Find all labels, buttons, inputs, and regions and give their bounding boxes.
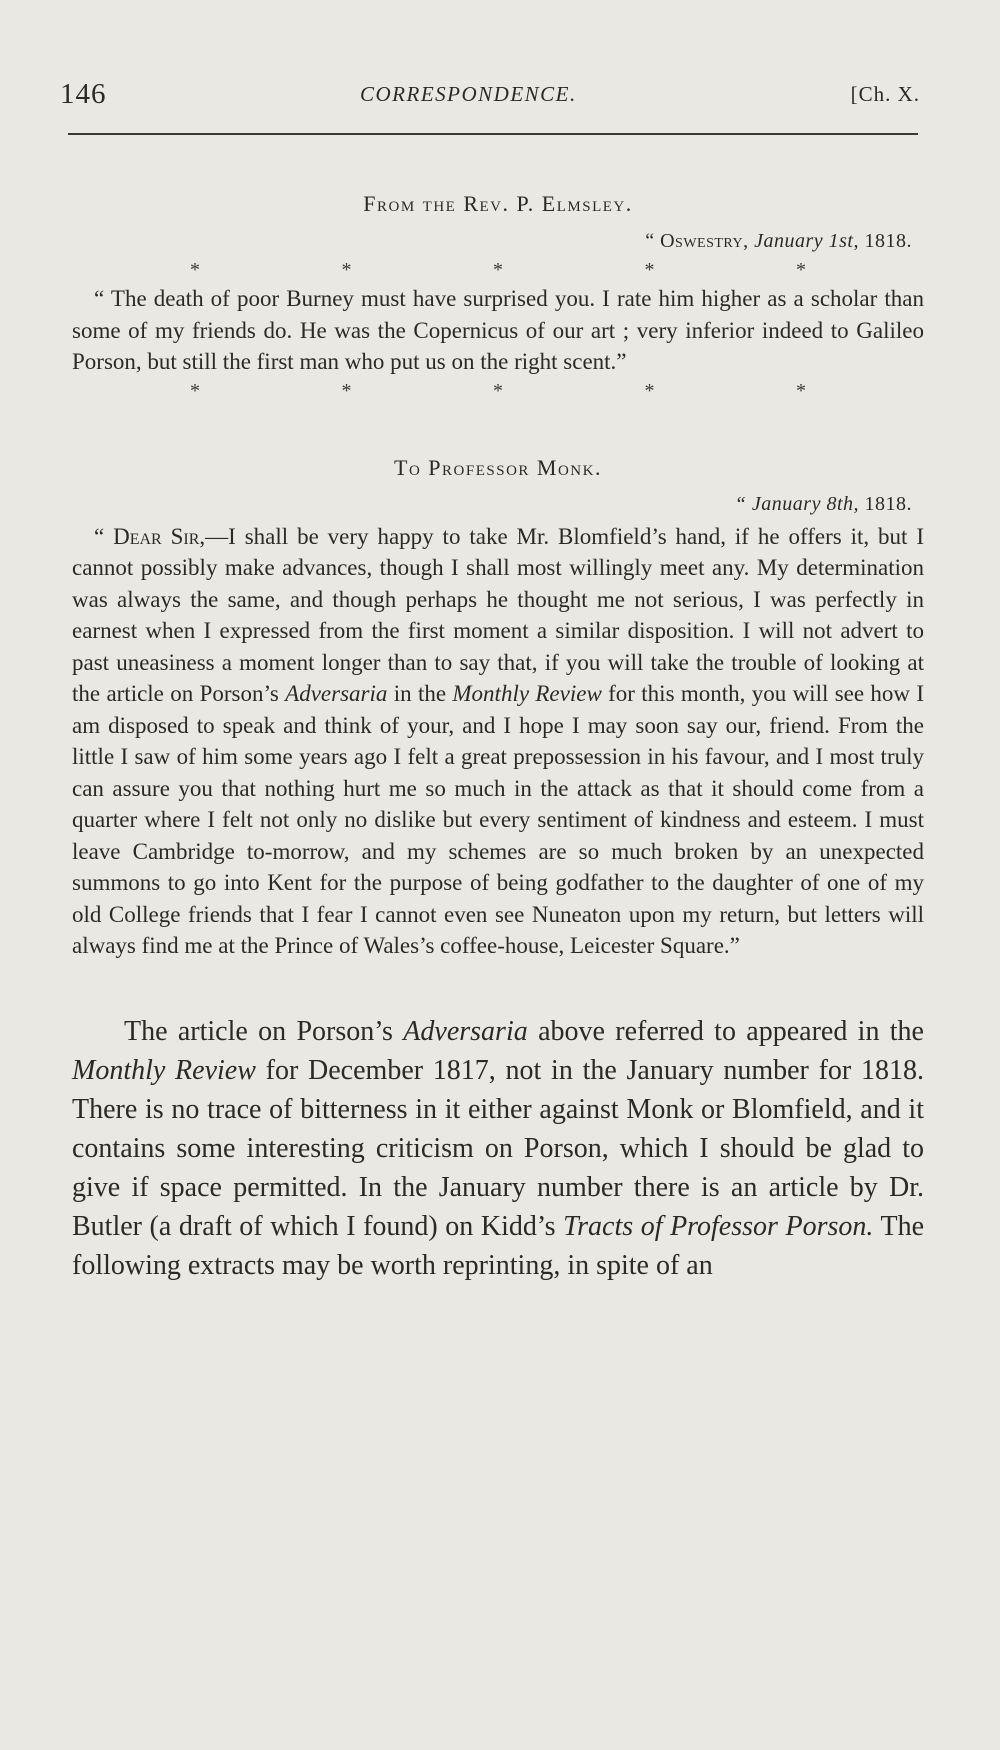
letter-heading-elmsley: From the Rev. P. Elmsley.: [363, 191, 633, 216]
page-header: [60, 78, 920, 118]
asterisk: *: [493, 259, 503, 281]
chapter-reference: [Ch. X.: [850, 82, 920, 106]
italic-title: Tracts of Professor Porson.: [563, 1210, 874, 1242]
narrative-text: above referred to appeared in the: [527, 1015, 924, 1047]
letters-section: [72, 188, 924, 1285]
letter-body-monk: [72, 521, 924, 962]
letter-body-elmsley: “ The death of poor Burney must have surprised you. I rate him higher as a scholar than some of my friends do. He was the Copernicus of our art ; very inferior indeed to Galileo Porson, but still the first man who put us on the right scent.”: [72, 286, 924, 374]
dateline-date: “ January 8th,: [734, 493, 859, 515]
italic-title: Adversaria: [285, 681, 388, 706]
letter-text: for this month, you will see how I am disposed to speak and think of your, and I hope I may soon say our, friend. From the little I saw of him some years ago I felt a great prepossession in his favour, and I most truly can assure you that nothing hurt me so much in the attack as that it should come from a quarter where I felt not only no dislike but every sentiment of kindness and esteem. I must leave Cambridge to-morrow, and my schemes are so much broken by an unexpected summons to go into Kent for the purpose of being godfather to the daughter of one of my old College friends that I fear I cannot even see Nuneaton upon my return, but letters will always find me at the Prince of Wales’s coffee-house, Leicester Square.”: [72, 681, 925, 958]
asterisk-break: [72, 378, 924, 404]
italic-title: Monthly Review: [72, 1054, 256, 1086]
letter-heading-monk: To Professor Monk.: [394, 454, 602, 480]
italic-title: Monthly Review: [452, 681, 602, 706]
asterisk: *: [190, 259, 200, 281]
dateline-place: “ Oswestry,: [645, 229, 749, 252]
dateline-date: January 1st,: [754, 229, 859, 252]
letter-text: —I shall be very happy to take Mr. Blomfield’s hand, if he offers it, but I cannot possibly make advances, though I shall most willingly meet any. My determination was always the same, and though perhaps he thought me not serious, I was perfectly in earnest when I expressed from the first moment a similar disposition. I will not advert to past uneasiness a moment longer than to say that, if you will take the trouble of looking at the article on Porson’s: [72, 523, 924, 706]
asterisk-break: [72, 257, 924, 283]
dateline-elmsley: [72, 226, 912, 258]
asterisk: *: [493, 379, 503, 402]
asterisk: *: [644, 259, 655, 281]
narrative-text: The article on Porson’s: [124, 1015, 404, 1047]
salutation: “ Dear Sir,: [94, 523, 206, 549]
asterisk: *: [796, 379, 806, 402]
asterisk: *: [796, 259, 806, 281]
asterisk: *: [190, 379, 200, 402]
narrative-paragraph: [72, 1012, 924, 1285]
asterisk: *: [341, 259, 352, 281]
asterisk: *: [644, 379, 655, 402]
dateline-year: 1818.: [864, 229, 912, 252]
running-title: CORRESPONDENCE.: [360, 82, 577, 106]
narrative-text: The following extracts may be worth reprinting, in spite of an: [72, 1210, 925, 1281]
page-number: 146: [60, 78, 107, 110]
letter-text: in the: [387, 681, 453, 706]
dateline-year: 1818.: [864, 493, 912, 515]
header-rule: [68, 133, 918, 135]
italic-title: Adversaria: [403, 1015, 528, 1047]
narrative-text: for December 1817, not in the January number for 1818. There is no trace of bitterness in it either against Monk or Blomfield, and it contains some interesting criticism on Porson, which I should be glad to give if space permitted. In the January number there is an article by Dr. Butler (a draft of which I found) on Kidd’s: [72, 1054, 924, 1242]
dateline-monk: [72, 489, 912, 521]
asterisk: *: [341, 379, 352, 402]
